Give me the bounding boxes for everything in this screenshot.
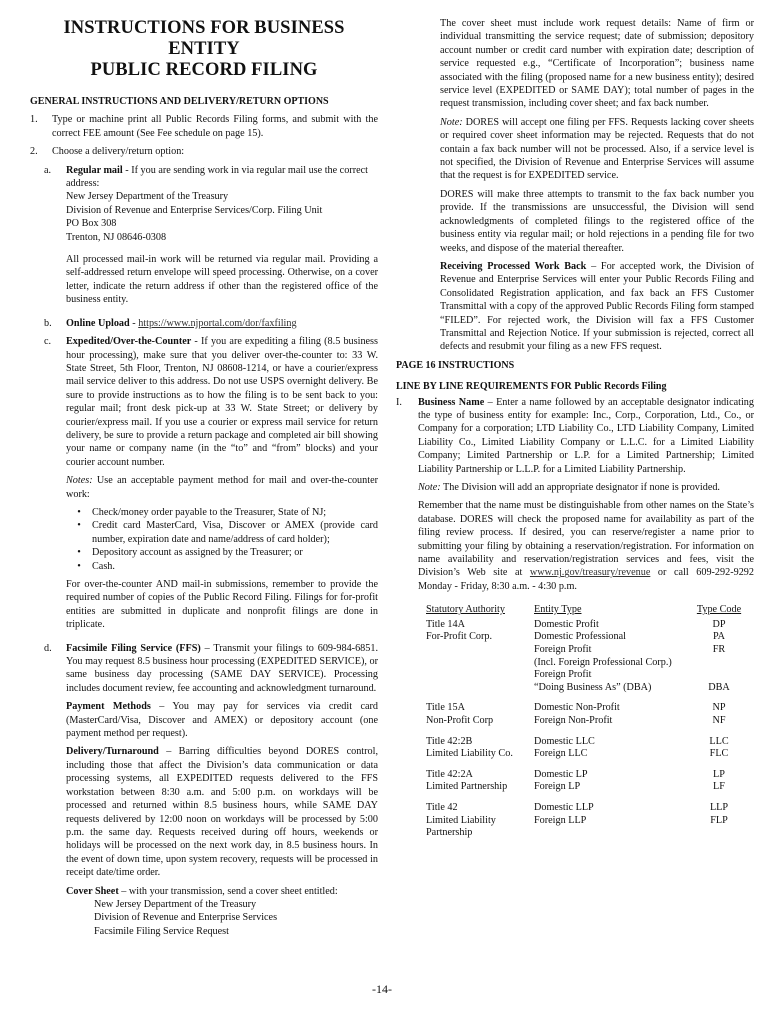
list-item-text: Credit card MasterCard, Visa, Discover or AMEX (provide card number, expiration date and name/address of card holder); bbox=[92, 520, 378, 545]
statutory-authority-cell bbox=[426, 682, 534, 695]
entity-type-cell: Foreign Profit bbox=[534, 644, 592, 656]
payment-methods-text: – You may pay for services via credit card (MasterCard/Visa, Discover and AMEX) or depository account (one payment method per request). bbox=[66, 701, 378, 740]
faxfiling-link[interactable]: https://www.njportal.com/dor/faxfiling bbox=[138, 317, 297, 329]
type-code-cell: LLP bbox=[709, 801, 729, 813]
table-row bbox=[426, 682, 744, 695]
type-code-cell: FLP bbox=[710, 814, 728, 826]
option-label: Regular mail bbox=[66, 164, 123, 176]
item-number: 2. bbox=[30, 146, 38, 158]
table-row bbox=[426, 644, 744, 657]
list-item bbox=[66, 519, 378, 546]
type-code-cell: LLC bbox=[709, 735, 729, 747]
option-text: - If you are sending work in via regular mail use the correct address: bbox=[66, 164, 368, 190]
type-code-cell: NF bbox=[712, 715, 726, 726]
entity-type-cell: (Incl. Foreign Professional Corp.) bbox=[534, 656, 672, 668]
general-heading: GENERAL INSTRUCTIONS AND DELIVERY/RETURN OPTIONS bbox=[30, 96, 329, 107]
type-code-cell: FLC bbox=[709, 748, 729, 760]
name-availability-text-end: or call 609-292-9292 Monday - Friday, 8:30 a.m. - 4:30 p.m. bbox=[418, 567, 754, 592]
type-code-cell: DP bbox=[712, 618, 726, 630]
option-label: Expedited/Over-the-Counter bbox=[66, 336, 192, 348]
option-c-expedited bbox=[44, 335, 378, 637]
type-code-cell: LP bbox=[713, 768, 725, 780]
payment-methods-label: Payment Methods bbox=[66, 701, 151, 713]
option-a-regular-mail bbox=[44, 164, 378, 312]
statutory-authority-cell: Limited Partnership bbox=[426, 781, 508, 793]
receiving-work-text: – For accepted work, the Division of Revenue and Enterprise Services will enter your Public Records Filing and Consolidated Registration application, and fax back an FFS Customer Transmittal with a copy of the approved Public Records Filing form stamped “FILED”. For rejected work, the Division will fax a FFS Customer Transmittal and Rejection Notice. If your submission is rejected, correct all defects and resubmit your filing as a new FFS request. bbox=[440, 260, 754, 353]
option-text: – Transmit your filings to 609-984-6851. You may request 8.5 business hour processing (EXPEDITED SERVICE), or same business day processing (SAME DAY SERVICE). Processing includes document review, fee accounting and acknowledgment turnaround. bbox=[66, 642, 378, 694]
entity-type-cell: Foreign Non-Profit bbox=[534, 715, 613, 726]
statutory-authority-cell: Title 42 bbox=[426, 801, 458, 813]
fax-attempts-paragraph: DORES will make three attempts to transmit to the fax back number you provide. If the transmissions are unsuccessful, the Division will send acknowledgments of completed filings to the registered office of the business entity via regular mail; or hold rejections in a pending file for two weeks, and dispose of the material thereafter. bbox=[440, 188, 754, 254]
page-title bbox=[30, 18, 378, 81]
address-line: Division of Revenue and Enterprise Services/Corp. Filing Unit bbox=[66, 204, 323, 216]
option-text: - If you are expediting a filing (8.5 business hour processing), make sure that you deliver over-the-counter to: 33 W. State Street, 5th Floor, Trenton, NJ 08608-1214, or have a courier/express mail service deliver to this address. Do not use USPS overnight delivery. Be sure to provide instructions as to how the filing is to be sent back to you: regular mail; front desk pick-up at 33 W. State Street; or delivery by courier/express mail. If you use a courier or express mail service for return delivery, be sure to provide a return package and completed air bill showing your name or company name (in the “to” and “from” blocks) and your courier account number. bbox=[66, 336, 378, 468]
cover-sheet-title bbox=[94, 898, 378, 938]
table-row bbox=[426, 748, 744, 761]
note-text: DORES will accept one filing per FFS. Requests lacking cover sheets or required cover sheet information may be rejected. Requests that do not contain a fax back number will not be processed. Also, if a service level is not specified, the Division of Revenue and Enterprise Services will assume that the request is for EXPEDITED service. bbox=[440, 116, 754, 182]
column-header: Type Code bbox=[696, 604, 742, 616]
bullet: • bbox=[77, 560, 81, 572]
line-by-line-heading: LINE BY LINE REQUIREMENTS FOR Public Records Filing bbox=[396, 381, 667, 393]
receiving-work-label: Receiving Processed Work Back bbox=[440, 260, 587, 272]
type-code-cell: LF bbox=[713, 781, 725, 793]
statutory-authority-cell bbox=[426, 657, 534, 670]
copies-paragraph: For over-the-counter AND mail-in submissions, remember to provide the required number of copies of the Public Record Filing. Filings for for-profit entities are submitted in duplicate and nonprofit filings are done in triplicate. bbox=[66, 579, 378, 631]
type-code-cell: FR bbox=[712, 644, 726, 656]
statutory-authority-cell: Title 42:2A bbox=[426, 768, 473, 780]
cover-sheet-label: Cover Sheet bbox=[66, 885, 119, 897]
list-item-text: Cash. bbox=[92, 560, 115, 572]
group-spacer bbox=[426, 728, 744, 736]
payment-list bbox=[66, 506, 378, 573]
option-letter: d. bbox=[44, 642, 52, 654]
option-b-online-upload bbox=[44, 317, 378, 330]
table-row bbox=[426, 669, 744, 682]
entity-type-cell: Domestic LLP bbox=[534, 801, 594, 813]
item-text: Type or machine print all Public Records Filing forms, and submit with the correct FEE amount (See Fee schedule on page 15). bbox=[52, 114, 378, 139]
revenue-website-link[interactable]: www.nj.gov/treasury/revenue bbox=[529, 567, 651, 579]
table-row bbox=[426, 802, 744, 815]
table-row bbox=[426, 702, 744, 715]
table-row bbox=[426, 657, 744, 670]
type-code-cell bbox=[694, 827, 744, 840]
entity-type-cell: Domestic Profit bbox=[534, 618, 599, 630]
table-row bbox=[426, 827, 744, 840]
type-code-cell bbox=[694, 669, 744, 682]
table-row bbox=[426, 769, 744, 782]
type-code-cell bbox=[694, 657, 744, 670]
entity-type-cell: Domestic Professional bbox=[534, 631, 626, 643]
business-name-text: – Enter a name followed by an acceptable designator indicating the type of business entity for example: Inc., Corp., Corporation, Ltd., Co., or Company for a corporation; LTD Liability Co., LTD Liability Company, Limited Liability Co., Limited Liability Company or L.L.C. for a Limited Liability Company; Limited Partnership or L.P. for a Limited Partnership; Limited Liability Partnership or L.L.P. for a Limited Liability Partnership. bbox=[418, 396, 754, 475]
group-spacer bbox=[426, 694, 744, 702]
item-number: 1. bbox=[30, 114, 38, 126]
business-name-label: Business Name bbox=[418, 396, 485, 408]
item-text: Choose a delivery/return option: bbox=[52, 146, 185, 158]
statutory-authority-cell bbox=[426, 644, 534, 657]
group-spacer bbox=[426, 761, 744, 769]
entity-type-cell: Foreign LLC bbox=[534, 748, 588, 760]
name-availability-text: Remember that the name must be distinguishable from other names on the State’s database. DORES will check the proposed name for availability as part of the filing review process. If desired, you can reserve/register a name prior to submitting your filing by obtaining a reservation/registration. For information on name availability and reservation/registration services and fees, visit the Division’s Web site at bbox=[418, 500, 754, 579]
statutory-authority-cell: Title 42:2B bbox=[426, 735, 473, 747]
list-item bbox=[66, 506, 378, 519]
address-line: PO Box 308 bbox=[66, 218, 117, 230]
entity-type-table bbox=[426, 604, 744, 840]
title-line-1: INSTRUCTIONS FOR BUSINESS ENTITY bbox=[63, 18, 345, 59]
list-item bbox=[66, 560, 378, 573]
entity-type-cell: “Doing Business As” (DBA) bbox=[534, 681, 652, 693]
left-column bbox=[30, 18, 378, 943]
cover-sheet-line: New Jersey Department of the Treasury bbox=[94, 898, 257, 910]
statutory-authority-cell: For-Profit Corp. bbox=[426, 631, 493, 643]
title-line-2: PUBLIC RECORD FILING bbox=[90, 60, 318, 80]
table-row bbox=[426, 781, 744, 794]
address-line: New Jersey Department of the Treasury bbox=[66, 191, 229, 203]
option-label: Online Upload bbox=[66, 317, 130, 329]
instruction-item-2 bbox=[30, 145, 378, 158]
statutory-authority-cell: Non-Profit Corp bbox=[426, 715, 494, 726]
option-label: Facsimile Filing Service (FFS) bbox=[66, 642, 201, 654]
note-label: Note: bbox=[418, 482, 441, 493]
entity-type-cell: Domestic LP bbox=[534, 768, 588, 780]
cover-sheet-details-paragraph: The cover sheet must include work request details: Name of firm or individual transmitting the service request; date of submission; depository account number or credit card number with expiration date; description of service requested e.g., “Certificate of Incorporation”; business name associated with the filing (proposed name for a new business entity); desired service level (EXPEDITED or SAME DAY); total number of pages in the request transmission, including cover sheet; and fax back number. bbox=[440, 18, 754, 110]
bullet: • bbox=[77, 547, 81, 559]
list-item bbox=[66, 546, 378, 559]
item-number: I. bbox=[396, 396, 402, 408]
group-spacer bbox=[426, 794, 744, 802]
type-code-cell: NP bbox=[712, 702, 726, 714]
type-code-cell: DBA bbox=[708, 681, 730, 693]
statutory-authority-cell: Partnership bbox=[426, 827, 473, 839]
entity-type-cell: Foreign LLP bbox=[534, 814, 587, 826]
notes-text: Use an acceptable payment method for mail and over-the-counter work: bbox=[66, 475, 378, 500]
delivery-turnaround-text: – Barring difficulties beyond DORES control, including those that affect the Division’s data communication or data processing systems, all EXPEDITED requests delivered to the FFS workstation between 8:30 a.m. and 5:00 p.m. on workdays will be processed and returned within 8.5 business hours, while SAME DAY requests delivered by 12:00 noon on workdays will be processed by 5:00 p.m. the same day. Requests received during off hours, weekends or holidays will be processed on the next work day, in 8.5 business hours. In the event of down time, upon system recovery, requests will be processed in receipt date/time order. bbox=[66, 746, 378, 879]
address-line: Trenton, NJ 08646-0308 bbox=[66, 231, 167, 243]
statutory-authority-cell: Limited Liability bbox=[426, 814, 496, 826]
list-item-text: Depository account as assigned by the Treasurer; or bbox=[92, 547, 303, 559]
statutory-authority-cell bbox=[426, 669, 534, 682]
entity-type-cell: Domestic Non-Profit bbox=[534, 702, 620, 714]
bullet: • bbox=[77, 520, 81, 532]
type-code-cell: PA bbox=[712, 631, 726, 643]
cover-sheet-line: Division of Revenue and Enterprise Services bbox=[94, 912, 278, 924]
mail-address bbox=[66, 190, 378, 244]
table-row bbox=[426, 619, 744, 632]
cover-sheet-line: Facsimile Filing Service Request bbox=[94, 925, 229, 937]
table-header-row bbox=[426, 604, 744, 619]
list-item-text: Check/money order payable to the Treasurer, State of NJ; bbox=[92, 506, 327, 518]
entity-type-cell: Foreign Profit bbox=[534, 669, 592, 681]
table-row bbox=[426, 815, 744, 828]
table-row bbox=[426, 631, 744, 644]
option-letter: b. bbox=[44, 317, 52, 329]
instruction-item-1 bbox=[30, 113, 378, 140]
entity-type-cell: Foreign LP bbox=[534, 781, 581, 793]
cover-sheet-text: – with your transmission, send a cover sheet entitled: bbox=[118, 885, 338, 897]
separator: - bbox=[129, 317, 139, 329]
notes-label: Notes: bbox=[66, 475, 93, 487]
statutory-authority-cell: Title 14A bbox=[426, 618, 465, 630]
delivery-turnaround-label: Delivery/Turnaround bbox=[66, 746, 159, 758]
option-letter: a. bbox=[44, 164, 52, 176]
statutory-authority-cell: Title 15A bbox=[426, 702, 465, 714]
column-header: Entity Type bbox=[534, 604, 582, 616]
note-text: The Division will add an appropriate designator if none is provided. bbox=[440, 482, 720, 493]
note-label: Note: bbox=[440, 116, 463, 128]
right-column bbox=[396, 17, 754, 840]
entity-type-cell bbox=[534, 827, 694, 840]
column-header: Statutory Authority bbox=[426, 604, 505, 616]
table-row bbox=[426, 715, 744, 728]
bullet: • bbox=[77, 506, 81, 518]
statutory-authority-cell: Limited Liability Co. bbox=[426, 748, 513, 760]
page16-heading: PAGE 16 INSTRUCTIONS bbox=[396, 359, 515, 371]
entity-type-cell: Domestic LLC bbox=[534, 735, 595, 747]
option-letter: c. bbox=[44, 336, 52, 348]
return-mail-paragraph: All processed mail-in work will be returned via regular mail. Providing a self-addressed return envelope will speed processing. Otherwise, on a cover letter, indicate the return address if other than the registered office of the business entity. bbox=[66, 254, 378, 306]
option-d-ffs bbox=[44, 642, 378, 939]
page-number: -14- bbox=[372, 982, 392, 996]
table-row bbox=[426, 736, 744, 749]
business-name-item bbox=[396, 396, 754, 599]
